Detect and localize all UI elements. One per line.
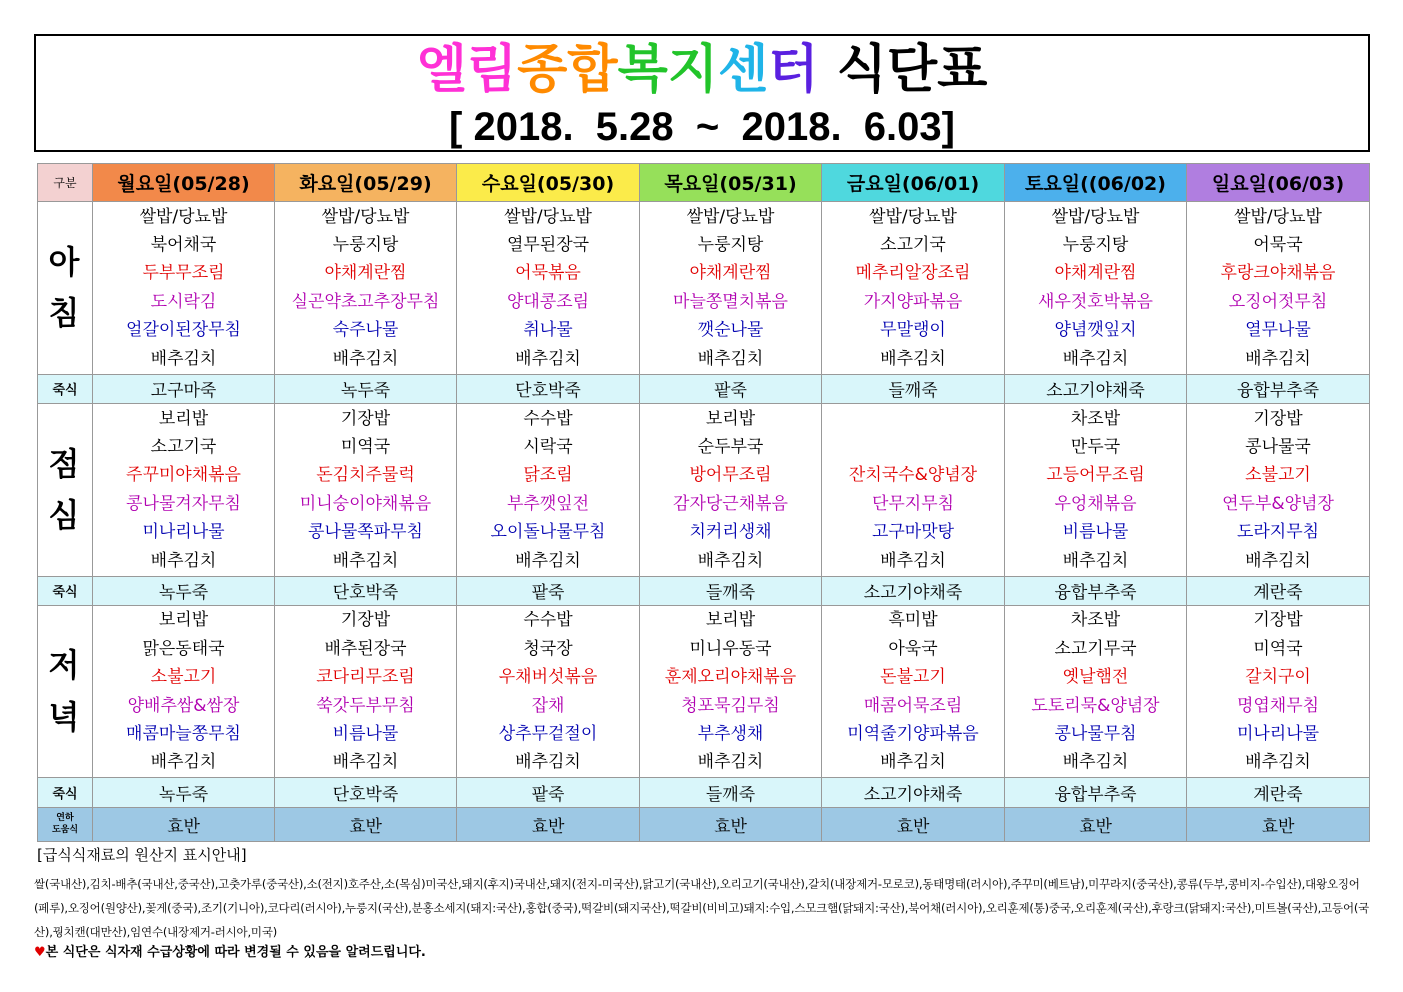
origin-title: [급식식재료의 원산지 표시안내] <box>37 846 247 864</box>
dish-item: 기장밥 <box>1253 610 1303 631</box>
dish-cell <box>822 202 1005 375</box>
dish-item: 명엽채무침 <box>1236 695 1320 716</box>
dish-item: 어묵국 <box>1253 235 1303 256</box>
dish-item: 배추김치 <box>332 752 399 773</box>
porridge-cell: 팥죽 <box>457 778 640 807</box>
dish-cell <box>1187 605 1370 778</box>
dish-item: 양배추쌈&쌈장 <box>127 695 240 716</box>
day-header: 목요일(05/31) <box>640 164 822 202</box>
dish-item: 배추된장국 <box>324 638 407 659</box>
dish-item: 보리밥 <box>705 408 756 429</box>
title-part-4: 센 <box>718 40 769 100</box>
dish-item: 배추김치 <box>515 348 581 369</box>
day-header: 화요일(05/29) <box>275 164 457 202</box>
porridge-cell: 계란죽 <box>1187 576 1370 605</box>
dish-cell <box>1187 403 1370 576</box>
dish-item: 양대콩조림 <box>506 291 590 312</box>
origin-text: 쌀(국내산),김치-배추(국내산,중국산),고춧가루(중국산),소(전지)호주산,소(목심)미국산,돼지(후지)국내산,돼지(전지-미국산),닭고기(국내산),오리고기(국내산),갈치(내장제거-모로코),동태명태(러시아),주꾸미(베트남),미꾸라지(중국산),콩류(두부,콩비지-수입산),대왕오징어(페루),오징어(원양산),꽃게(중국),조기(기니아),코다리(러시아),누룽지(국산),분홍소세지(돼지:국산),홍합(중국),떡갈비(돼지국산),떡갈비(비비고)돼지:수입,스모크햄(닭돼지:국산),북어채(러시아),오리훈제(통)중국,오리훈제(국산),후랑크(닭돼지:국산),미트볼(국산),고등어(국산),꿩치캔(대만산),임연수(내장제거-러시아,미국) <box>34 877 1370 939</box>
dish-item: 우채버섯볶음 <box>498 667 598 688</box>
dish-item: 콩나물국 <box>1245 436 1311 457</box>
dish-item: 배추김치 <box>1245 348 1311 369</box>
dish-item: 야채계란찜 <box>324 263 407 284</box>
dish-item: 메추리알장조림 <box>855 263 971 284</box>
porridge-cell: 녹두죽 <box>275 374 457 403</box>
dish-item: 청포묵김무침 <box>681 695 780 716</box>
day-header: 금요일(06/01) <box>822 164 1005 202</box>
dish-item: 배추김치 <box>1245 752 1311 773</box>
meal-row <box>38 202 1370 375</box>
dish-item: 배추김치 <box>332 348 399 369</box>
dish-item: 주꾸미야채볶음 <box>126 465 241 486</box>
porridge-cell: 녹두죽 <box>93 778 275 807</box>
dish-item: 야채계란찜 <box>689 263 772 284</box>
title-part-1: 엘림 <box>416 40 518 100</box>
porridge-row <box>38 374 1370 403</box>
porridge-label: 죽식 <box>38 576 93 605</box>
dish-item: 미나리나물 <box>1236 724 1320 744</box>
day-header: 월요일(05/28) <box>93 164 275 202</box>
dish-item <box>822 433 1004 461</box>
dish-item: 두부무조림 <box>142 263 225 284</box>
dish-item: 어묵볶음 <box>515 263 581 284</box>
dish-item: 돈불고기 <box>880 667 946 688</box>
dish-item: 미역국 <box>340 436 391 457</box>
porridge-cell: 소고기야채죽 <box>822 778 1005 807</box>
dish-item: 배추김치 <box>1062 348 1129 369</box>
dish-item: 도시락김 <box>150 291 217 312</box>
dish-cell <box>822 403 1005 576</box>
dish-cell <box>640 605 822 778</box>
dish-item: 흑미밥 <box>888 610 938 631</box>
dish-item: 열무나물 <box>1245 320 1311 341</box>
dish-item: 배추김치 <box>150 550 217 571</box>
dish-item: 부추깻잎전 <box>506 493 590 514</box>
dish-item: 매콤마늘쫑무침 <box>126 724 241 744</box>
porridge-cell: 융합부추죽 <box>1005 778 1187 807</box>
porridge-cell: 단호박죽 <box>457 374 640 403</box>
dish-item: 쌀밥/당뇨밥 <box>321 206 410 227</box>
meal-label <box>38 202 93 375</box>
day-header: 수요일(05/30) <box>457 164 640 202</box>
notice <box>34 942 426 964</box>
porridge-cell: 팥죽 <box>640 374 822 403</box>
dish-item: 취나물 <box>523 320 573 341</box>
dish-item: 소고기무국 <box>1054 638 1137 659</box>
dish-item: 돈김치주물럭 <box>316 465 415 486</box>
dish-item: 비름나물 <box>332 724 399 744</box>
dish-item: 누룽지탕 <box>697 235 764 256</box>
dish-item: 미나리나물 <box>142 522 225 543</box>
day-header-row <box>38 164 1370 202</box>
dish-item: 오징어젓무침 <box>1228 291 1328 312</box>
dish-item: 만두국 <box>1070 436 1121 457</box>
special-cell: 효반 <box>1187 807 1370 841</box>
dish-item: 마늘쫑멸치볶음 <box>673 291 788 312</box>
dish-item: 쑥갓두부무침 <box>316 695 415 716</box>
dish-item: 숙주나물 <box>332 320 399 341</box>
dish-item: 보리밥 <box>158 610 209 631</box>
dish-item: 배추김치 <box>880 348 946 369</box>
porridge-cell: 융합부추죽 <box>1187 374 1370 403</box>
dish-item: 코다리무조림 <box>316 667 415 688</box>
dish-cell <box>640 202 822 375</box>
dish-item: 매콤어묵조림 <box>863 695 963 716</box>
dish-item: 배추김치 <box>515 550 581 571</box>
dish-item: 무말랭이 <box>880 320 946 341</box>
date-range: [ 2018. 5.28 ~ 2018. 6.03] <box>449 105 955 149</box>
dish-item: 잡채 <box>531 695 565 716</box>
dish-cell <box>275 403 457 576</box>
dish-item: 쌀밥/당뇨밥 <box>139 206 228 227</box>
dish-cell <box>93 202 275 375</box>
dish-cell <box>1005 202 1187 375</box>
title-part-5: 터 <box>768 40 819 100</box>
dish-item: 옛날햄전 <box>1062 667 1129 688</box>
day-header: 토요일((06/02) <box>1005 164 1187 202</box>
title-part-2: 종합 <box>517 40 618 100</box>
dish-item: 배추김치 <box>697 348 764 369</box>
dish-item: 누룽지탕 <box>1062 235 1129 256</box>
dish-item: 양념깻잎지 <box>1054 320 1137 341</box>
porridge-cell: 녹두죽 <box>93 576 275 605</box>
porridge-cell: 들깨죽 <box>822 374 1005 403</box>
dish-cell <box>457 202 640 375</box>
dish-item: 차조밥 <box>1070 408 1121 429</box>
special-cell: 효반 <box>822 807 1005 841</box>
porridge-cell: 들깨죽 <box>640 778 822 807</box>
special-cell: 효반 <box>1005 807 1187 841</box>
meal-label <box>38 403 93 576</box>
special-cell: 효반 <box>93 807 275 841</box>
dish-item: 쌀밥/당뇨밥 <box>504 206 592 227</box>
dish-item: 기장밥 <box>340 610 391 631</box>
dish-item: 야채계란찜 <box>1054 263 1137 284</box>
porridge-cell: 소고기야채죽 <box>1005 374 1187 403</box>
dish-cell <box>275 202 457 375</box>
porridge-row <box>38 576 1370 605</box>
dish-item: 새우젓호박볶음 <box>1038 291 1153 312</box>
dish-item: 치커리생채 <box>689 522 772 543</box>
dish-item: 수수밥 <box>523 610 573 631</box>
dish-item: 맑은동태국 <box>142 638 225 659</box>
dish-item: 소고기국 <box>880 235 946 256</box>
dish-item: 콩나물무침 <box>1054 724 1137 744</box>
dish-cell <box>457 403 640 576</box>
dish-cell <box>457 605 640 778</box>
dish-item: 우엉채볶음 <box>1054 493 1137 514</box>
meal-row <box>38 605 1370 778</box>
dish-item: 누룽지탕 <box>332 235 399 256</box>
dish-item: 배추김치 <box>332 550 399 571</box>
dish-item: 배추김치 <box>1062 550 1129 571</box>
dish-item: 닭조림 <box>523 465 573 486</box>
dish-item: 쌀밥/당뇨밥 <box>686 206 775 227</box>
dish-item: 소불고기 <box>1245 465 1311 486</box>
meal-label <box>38 605 93 778</box>
porridge-label: 죽식 <box>38 778 93 807</box>
porridge-cell: 팥죽 <box>457 576 640 605</box>
dish-item: 기장밥 <box>340 408 391 429</box>
dish-item: 미역국 <box>1253 638 1303 659</box>
dish-item: 고등어무조림 <box>1046 465 1145 486</box>
meal-label-char: 저 <box>48 646 82 685</box>
dish-item: 미니숭이야채볶음 <box>299 493 432 514</box>
dish-item: 단무지무침 <box>871 493 955 514</box>
notice-text: 본 식단은 식자재 수급상황에 따라 변경될 수 있음을 알려드립니다. <box>45 945 426 960</box>
dish-item: 배추김치 <box>1062 752 1129 773</box>
dish-item: 미역줄기양파볶음 <box>847 724 979 744</box>
dish-item: 후랑크야채볶음 <box>1220 263 1336 284</box>
meal-label-char: 심 <box>48 495 82 534</box>
porridge-label: 죽식 <box>38 374 93 403</box>
dish-item: 배추김치 <box>515 752 581 773</box>
dish-item: 고구마맛탕 <box>871 522 955 543</box>
dish-item: 실곤약초고추장무침 <box>291 291 440 312</box>
dish-item: 연두부&양념장 <box>1222 493 1334 514</box>
dish-item: 순두부국 <box>697 436 764 457</box>
corner-label: 구분 <box>38 164 93 202</box>
dish-item: 깻순나물 <box>697 320 764 341</box>
dish-item: 콩나물겨자무침 <box>126 493 241 514</box>
dish-item: 비름나물 <box>1062 522 1129 543</box>
dish-item: 콩나물쪽파무침 <box>308 522 423 543</box>
meal-label-char: 침 <box>48 293 82 332</box>
dish-item: 배추김치 <box>150 348 217 369</box>
dish-cell <box>1005 605 1187 778</box>
dish-item: 잔치국수&양념장 <box>848 465 978 486</box>
dish-item: 배추김치 <box>880 752 946 773</box>
special-cell: 효반 <box>275 807 457 841</box>
special-label: 연하 도움식 <box>38 807 93 841</box>
dish-item: 소불고기 <box>150 667 217 688</box>
day-header: 일요일(06/03) <box>1187 164 1370 202</box>
dish-item: 배추김치 <box>697 752 764 773</box>
porridge-cell: 계란죽 <box>1187 778 1370 807</box>
dish-cell <box>1187 202 1370 375</box>
dish-cell <box>275 605 457 778</box>
dish-item: 쌀밥/당뇨밥 <box>1234 206 1322 227</box>
dish-item: 도토리묵&양념장 <box>1031 695 1160 716</box>
dish-item: 도라지무침 <box>1236 522 1320 543</box>
porridge-cell: 융합부추죽 <box>1005 576 1187 605</box>
title-part-3: 복지 <box>617 40 719 100</box>
dish-item: 시락국 <box>523 436 573 457</box>
dish-item: 배추김치 <box>697 550 764 571</box>
dish-item: 배추김치 <box>1245 550 1311 571</box>
meal-label-char: 녁 <box>48 697 82 736</box>
porridge-row <box>38 778 1370 807</box>
dish-item: 갈치구이 <box>1245 667 1311 688</box>
porridge-cell: 고구마죽 <box>93 374 275 403</box>
special-cell: 효반 <box>640 807 822 841</box>
meal-label-char: 아 <box>48 242 82 281</box>
porridge-cell: 단호박죽 <box>275 778 457 807</box>
dish-item: 미니우동국 <box>689 638 772 659</box>
dish-item: 얼갈이된장무침 <box>126 320 241 341</box>
dish-item: 보리밥 <box>705 610 756 631</box>
dish-item: 청국장 <box>523 638 573 659</box>
dish-item: 쌀밥/당뇨밥 <box>1051 206 1140 227</box>
dish-item: 오이돌나물무침 <box>490 522 606 543</box>
dish-item: 훈제오리야채볶음 <box>664 667 797 688</box>
dish-item: 상추무겉절이 <box>498 724 598 744</box>
page-title <box>36 40 1368 100</box>
porridge-cell: 단호박죽 <box>275 576 457 605</box>
heart-icon: ♥ <box>34 945 46 960</box>
title-part-6: 식단표 <box>818 40 988 100</box>
dish-cell <box>1005 403 1187 576</box>
dish-item: 북어채국 <box>150 235 217 256</box>
dish-item: 부추생채 <box>697 724 764 744</box>
dish-item: 쌀밥/당뇨밥 <box>869 206 957 227</box>
meal-row <box>38 403 1370 576</box>
porridge-cell: 들깨죽 <box>640 576 822 605</box>
dish-item: 소고기국 <box>150 436 217 457</box>
dish-cell <box>93 403 275 576</box>
special-row <box>38 807 1370 841</box>
special-cell: 효반 <box>457 807 640 841</box>
dish-item: 열무된장국 <box>506 235 590 256</box>
dish-item <box>822 405 1004 433</box>
dish-cell <box>640 403 822 576</box>
dish-item: 수수밥 <box>523 408 573 429</box>
menu-body <box>38 202 1370 842</box>
meal-label-char: 점 <box>48 444 82 483</box>
dish-item: 감자당근채볶음 <box>673 493 788 514</box>
dish-item: 기장밥 <box>1253 408 1303 429</box>
dish-item: 가지양파볶음 <box>863 291 963 312</box>
dish-item: 방어무조림 <box>689 465 772 486</box>
menu-table <box>37 163 1370 842</box>
dish-item: 보리밥 <box>158 408 209 429</box>
porridge-cell: 소고기야채죽 <box>822 576 1005 605</box>
dish-cell <box>93 605 275 778</box>
dish-item: 배추김치 <box>880 550 946 571</box>
dish-cell <box>822 605 1005 778</box>
dish-item: 배추김치 <box>150 752 217 773</box>
dish-item: 차조밥 <box>1070 610 1121 631</box>
dish-item: 아욱국 <box>888 638 938 659</box>
title-box <box>34 34 1370 152</box>
